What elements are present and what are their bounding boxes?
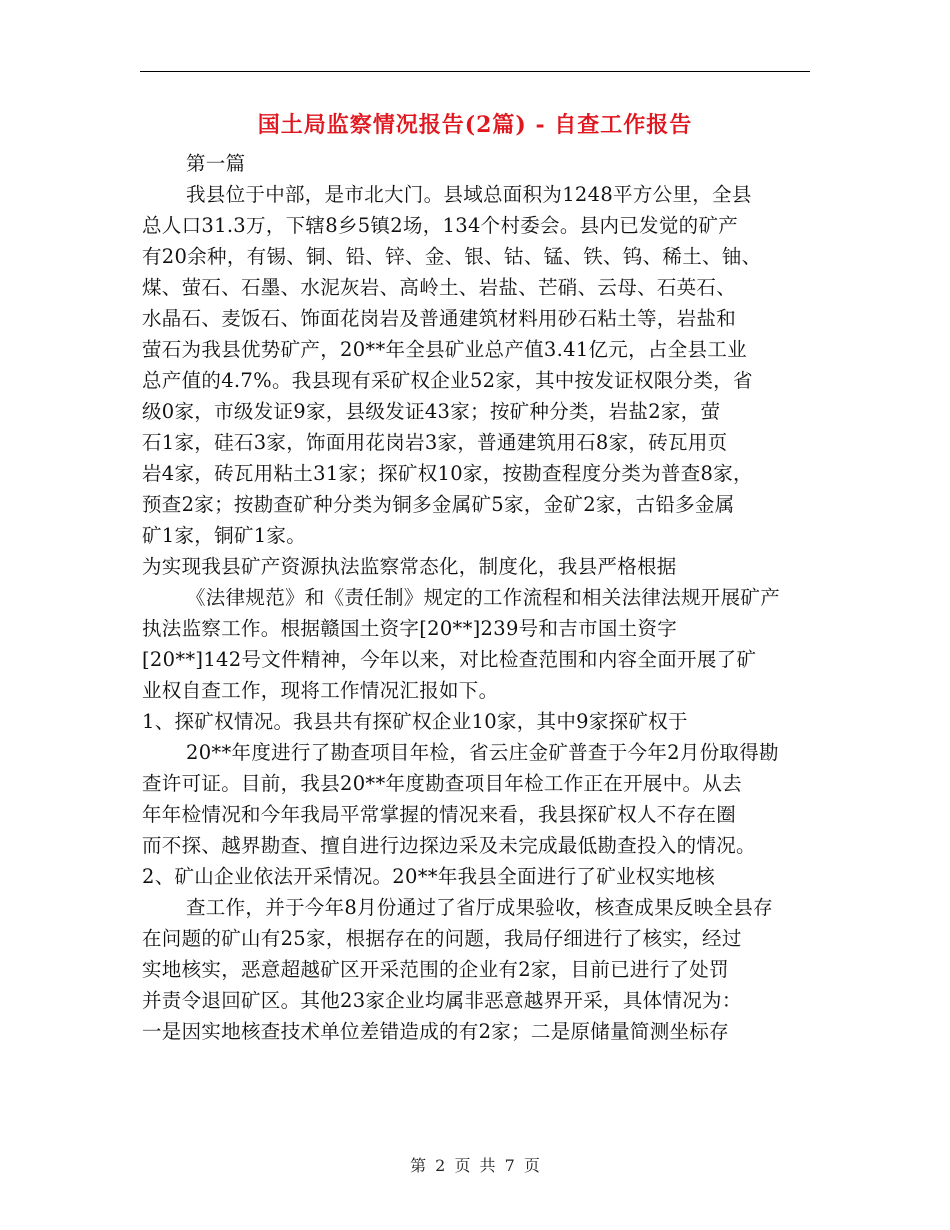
- body-line: 一是因实地核查技术单位差错造成的有2家；二是原储量简测坐标存: [142, 1020, 729, 1043]
- body-line: 为实现我县矿产资源执法监察常态化，制度化，我县严格根据: [142, 555, 677, 578]
- body-line: 20**年度进行了勘查项目年检，省云庄金矿普查于今年2月份取得勘: [186, 741, 779, 764]
- body-line: 2、矿山企业依法开采情况。20**年我县全面进行了矿业权实地核: [142, 865, 716, 888]
- body-line: 查工作，并于今年8月份通过了省厅成果验收，核查成果反映全县存: [186, 896, 773, 919]
- body-line: 业权自查工作，现将工作情况汇报如下。: [142, 679, 499, 702]
- body-line: 我县位于中部，是市北大门。县域总面积为1248平方公里，全县: [186, 183, 752, 206]
- body-line: 石1家，硅石3家，饰面用花岗岩3家，普通建筑用石8家，砖瓦用页: [142, 431, 728, 454]
- page-footer: 第 2 页 共 7 页: [410, 1156, 540, 1175]
- body-line: 执法监察工作。根据赣国土资字[20**]239号和吉市国土资字: [142, 617, 678, 640]
- body-line: 年年检情况和今年我局平常掌握的情况来看，我县探矿权人不存在圈: [142, 803, 737, 826]
- body-line: 级0家，市级发证9家，县级发证43家；按矿种分类，岩盐2家，萤: [142, 400, 721, 423]
- body-line: 岩4家，砖瓦用粘土31家；探矿权10家，按勘查程度分类为普查8家，: [142, 462, 753, 485]
- header-rule: [140, 71, 810, 72]
- body-line: [20**]142号文件精神，今年以来，对比检查范围和内容全面开展了矿: [142, 648, 757, 671]
- body-line: 1、探矿权情况。我县共有探矿权企业10家，其中9家探矿权于: [142, 710, 688, 733]
- body-line: 并责令退回矿区。其他23家企业均属非恶意越界开采，具体情况为：: [142, 989, 742, 1012]
- body-line: 在问题的矿山有25家，根据存在的问题，我局仔细进行了核实，经过: [142, 927, 742, 950]
- body-line: 水晶石、麦饭石、饰面花岗岩及普通建筑材料用砂石粘土等，岩盐和: [142, 307, 737, 330]
- body-line: 查许可证。目前，我县20**年度勘查项目年检工作正在开展中。从去: [142, 772, 742, 795]
- body-line: 萤石为我县优势矿产，20**年全县矿业总产值3.41亿元，占全县工业: [142, 338, 747, 361]
- body-line: 矿1家，铜矿1家。: [142, 524, 307, 547]
- document-title: 国土局监察情况报告(2篇) - 自查工作报告: [257, 112, 693, 138]
- body-line: 《法律规范》和《责任制》规定的工作流程和相关法律法规开展矿产: [186, 586, 781, 609]
- body-line: 预查2家；按勘查矿种分类为铜多金属矿5家，金矿2家，古铅多金属: [142, 493, 735, 516]
- body-line: 总产值的4.7%。我县现有采矿权企业52家，其中按发证权限分类，省: [142, 369, 753, 392]
- section-heading: 第一篇: [186, 152, 246, 175]
- body-line: 而不探、越界勘查、擅自进行边探边采及未完成最低勘查投入的情况。: [142, 834, 756, 857]
- body-line: 实地核实，恶意超越矿区开采范围的企业有2家，目前已进行了处罚: [142, 958, 729, 981]
- body-line: 有20余种，有锡、铜、铅、锌、金、银、钴、锰、铁、钨、稀土、铀、: [142, 245, 762, 268]
- body-line: 煤、萤石、石墨、水泥灰岩、高岭土、岩盐、芒硝、云母、石英石、: [142, 276, 737, 299]
- body-line: 总人口31.3万，下辖8乡5镇2场，134个村委会。县内已发觉的矿产: [142, 214, 739, 237]
